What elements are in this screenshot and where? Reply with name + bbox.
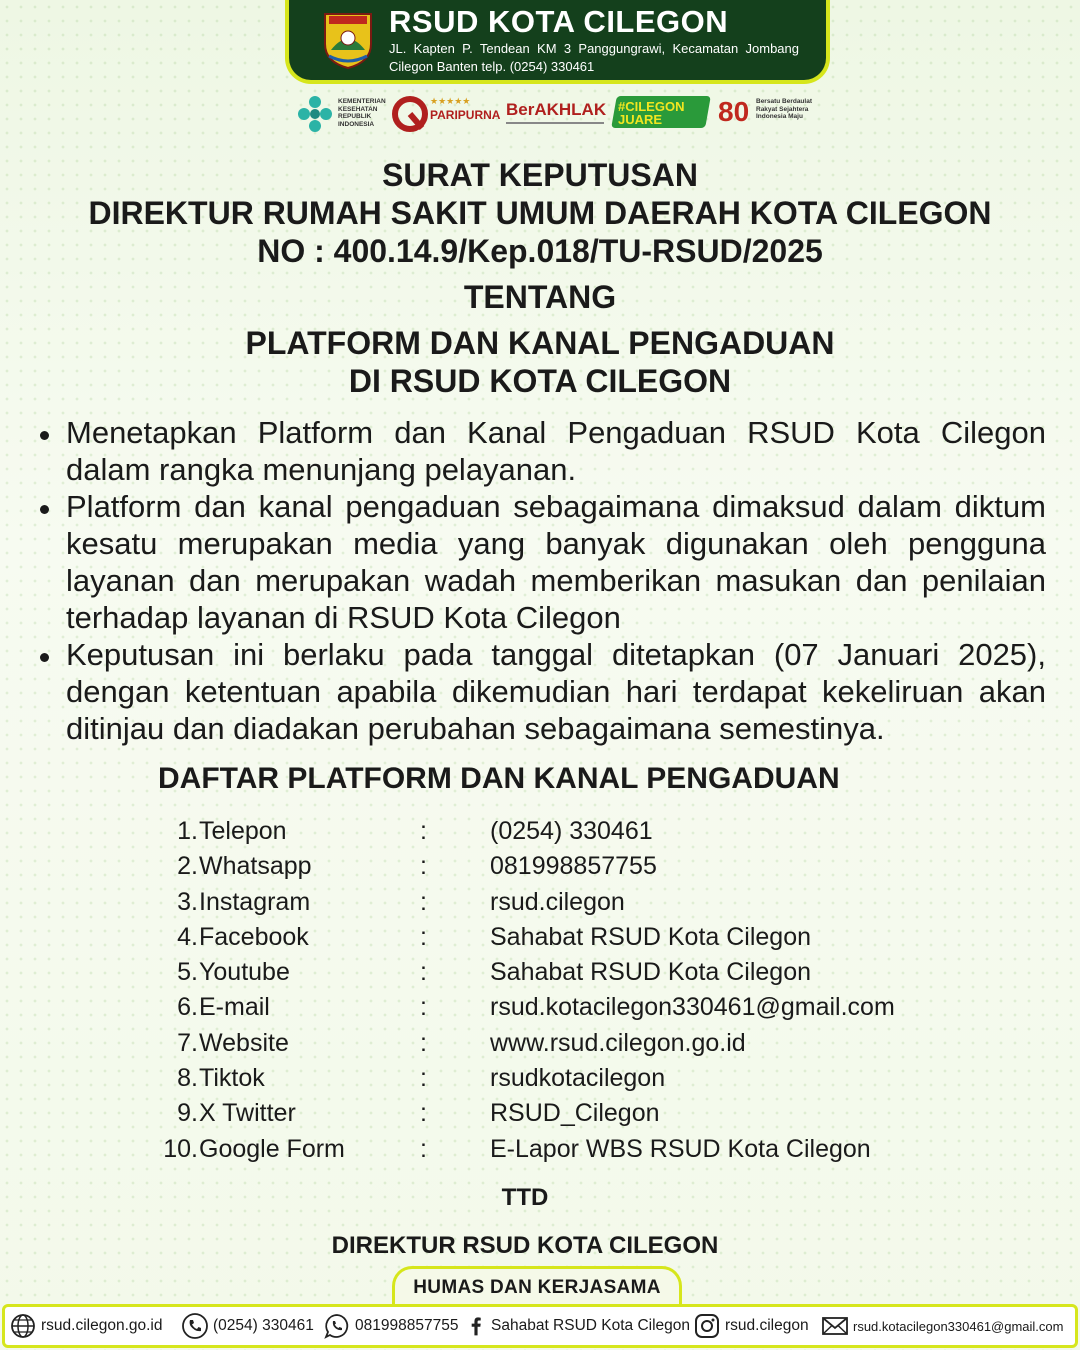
paripurna-text: PARIPURNA: [430, 108, 501, 122]
ttd-label: TTD: [501, 1184, 549, 1211]
list-item: [158, 1096, 1058, 1131]
phone-icon: [181, 1312, 209, 1340]
footer-instagram-text: rsud.cilegon: [725, 1317, 809, 1334]
bullet-item: Platform dan kanal pengaduan sebagaimana dimaksud dalam diktum kesatu merupakan media yang banyak digunakan oleh pengguna layanan dan merupakan wadah memberikan masukan dan penilaian terhadap layanan di RSUD Kota Cilegon: [38, 488, 1046, 636]
list-item: [158, 955, 1058, 990]
bullet-item: Menetapkan Platform dan Kanal Pengaduan RSUD Kota Cilegon dalam rangka menunjang pelayanan.: [38, 414, 1046, 488]
eighty-text: Bersatu Berdaulat Rakyat Sejahtera Indonesia Maju: [756, 98, 812, 120]
item-label: Instagram: [199, 887, 311, 916]
footer-website[interactable]: [9, 1307, 163, 1345]
item-number: 6.: [177, 993, 198, 1022]
item-value: rsud.kotacilegon330461@gmail.com: [490, 993, 895, 1022]
paripurna-stars: ★★★★★: [430, 96, 471, 106]
kemenkes-logo: [296, 92, 384, 136]
title-rsud: DI RSUD KOTA CILEGON: [348, 363, 732, 399]
item-value: rsud.cilegon: [490, 887, 625, 916]
item-label: Youtube: [199, 958, 290, 987]
item-label: Google Form: [199, 1134, 345, 1163]
title-platform: PLATFORM DAN KANAL PENGADUAN: [245, 325, 835, 361]
item-number: 3.: [177, 887, 198, 916]
item-value: E-Lapor WBS RSUD Kota Cilegon: [490, 1134, 871, 1163]
item-label: Facebook: [199, 922, 309, 951]
list-item: [158, 990, 1058, 1025]
footer-email-text: rsud.kotacilegon330461@gmail.com: [853, 1318, 1064, 1334]
facebook-icon: [465, 1312, 487, 1340]
list-item: [158, 1026, 1058, 1061]
kemenkes-text: KEMENTERIAN KESEHATAN REPUBLIK INDONESIA: [338, 98, 386, 128]
item-label: X Twitter: [199, 1099, 296, 1128]
header-banner: [285, 0, 830, 84]
decision-bullets: [38, 414, 1046, 747]
footer-facebook-text: Sahabat RSUD Kota Cilegon: [491, 1317, 691, 1334]
item-value: (0254) 330461: [490, 817, 653, 845]
item-value: RSUD_Cilegon: [490, 1099, 660, 1128]
eighty-logo: [718, 92, 816, 136]
paripurna-icon: [392, 94, 428, 134]
whatsapp-icon: [323, 1312, 351, 1340]
item-label: E-mail: [199, 993, 270, 1022]
berakhlak-underline: [506, 122, 604, 124]
list-item: [158, 1061, 1058, 1096]
item-colon: :: [420, 817, 427, 845]
item-label: Whatsapp: [199, 852, 312, 881]
list-item: [158, 849, 1058, 884]
footer-phone-text: (0254) 330461: [213, 1317, 314, 1334]
item-colon: :: [420, 1064, 427, 1093]
item-label: Tiktok: [199, 1064, 265, 1093]
platform-list: [158, 814, 1058, 1167]
bullet-item: Keputusan ini berlaku pada tanggal ditetapkan (07 Januari 2025), dengan ketentuan apabila dikemudian hari terdapat kekeliruan akan ditinjau dan diadakan perubahan sebagaimana semestinya.: [38, 636, 1046, 747]
item-colon: :: [420, 887, 427, 916]
list-item: [158, 1132, 1058, 1167]
director-label: DIREKTUR RSUD KOTA CILEGON: [331, 1232, 719, 1259]
item-colon: :: [420, 958, 427, 987]
item-colon: :: [420, 1028, 427, 1057]
item-value: rsudkotacilegon: [490, 1064, 666, 1093]
title-direktur: DIREKTUR RUMAH SAKIT UMUM DAERAH KOTA CILEGON: [88, 195, 992, 231]
list-item: [158, 885, 1058, 920]
mail-icon: [821, 1312, 849, 1340]
item-colon: :: [420, 1134, 427, 1163]
item-value: Sahabat RSUD Kota Cilegon: [490, 958, 812, 987]
item-value: 081998857755: [490, 852, 657, 881]
item-number: 7.: [177, 1028, 198, 1057]
item-number: 4.: [177, 922, 198, 951]
item-number: 10.: [163, 1134, 198, 1163]
humas-tab: HUMAS DAN KERJASAMA: [392, 1266, 682, 1306]
eighty-number: 80: [718, 96, 750, 127]
list-item: [158, 920, 1058, 955]
berakhlak-logo: [506, 92, 610, 136]
hospital-title: RSUD KOTA CILEGON: [389, 4, 729, 39]
instagram-icon: [693, 1312, 721, 1340]
footer-whatsapp[interactable]: [323, 1307, 458, 1345]
cilegon-juare-text: #CILEGON JUARE: [618, 99, 685, 127]
item-colon: :: [420, 852, 427, 881]
cilegon-seal-icon: [319, 10, 377, 70]
item-colon: :: [420, 1099, 427, 1128]
kemenkes-icon: [296, 94, 334, 134]
item-number: 1.: [177, 817, 198, 845]
berakhlak-text: BerAKHLAK: [506, 100, 607, 119]
paripurna-logo: [392, 92, 501, 136]
item-number: 8.: [177, 1064, 198, 1093]
partner-logos: [296, 92, 816, 136]
hospital-address: JL. Kapten P. Tendean KM 3 Panggungrawi, Kecamatan Jombang Cilegon Banten telp. (0254) 330461: [389, 41, 799, 74]
item-label: Website: [199, 1028, 289, 1057]
title-surat-keputusan: SURAT KEPUTUSAN: [382, 157, 698, 193]
list-item: [158, 814, 1058, 849]
footer-email[interactable]: [821, 1307, 1063, 1345]
cilegon-juare-logo: [614, 92, 710, 136]
title-tentang: TENTANG: [463, 279, 617, 315]
footer-website-text: rsud.cilegon.go.id: [41, 1317, 163, 1334]
document-titles: [0, 156, 1080, 400]
title-nomor: NO : 400.14.9/Kep.018/TU-RSUD/2025: [257, 233, 823, 269]
item-number: 9.: [177, 1099, 198, 1128]
item-value: Sahabat RSUD Kota Cilegon: [490, 922, 812, 951]
item-colon: :: [420, 993, 427, 1022]
contact-footer: [2, 1304, 1078, 1348]
footer-instagram[interactable]: [693, 1307, 809, 1345]
footer-whatsapp-text: 081998857755: [355, 1317, 459, 1334]
item-colon: :: [420, 922, 427, 951]
item-label: Telepon: [199, 817, 287, 845]
list-title: DAFTAR PLATFORM DAN KANAL PENGADUAN: [158, 762, 840, 795]
item-number: 2.: [177, 852, 198, 881]
item-value: www.rsud.cilegon.go.id: [490, 1028, 746, 1057]
globe-icon: [9, 1312, 37, 1340]
footer-phone[interactable]: [181, 1307, 314, 1345]
footer-facebook[interactable]: [465, 1307, 690, 1345]
item-number: 5.: [177, 958, 198, 987]
